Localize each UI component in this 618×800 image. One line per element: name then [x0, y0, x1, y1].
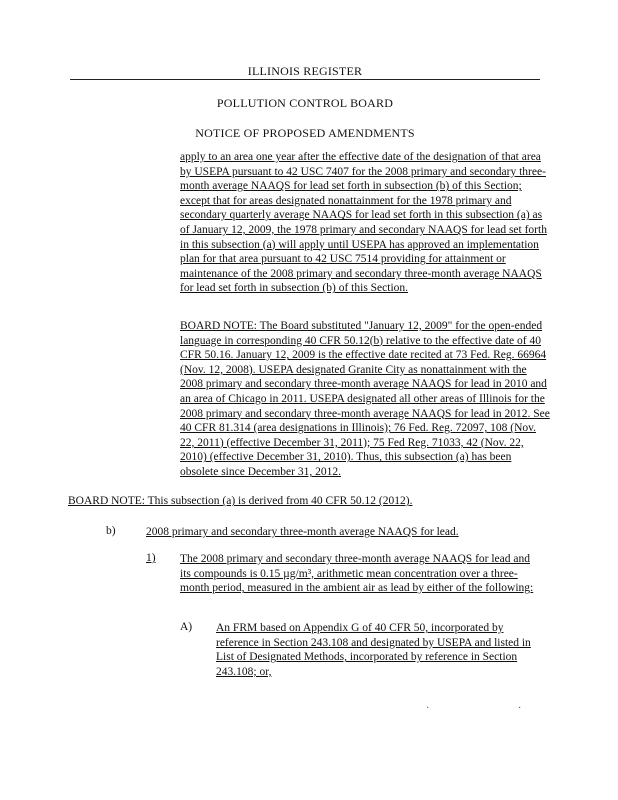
scan-mark-right: ·: [518, 703, 522, 714]
notice-title: NOTICE OF PROPOSED AMENDMENTS: [195, 126, 415, 140]
register-title: ILLINOIS REGISTER: [247, 64, 363, 78]
board-note-2: BOARD NOTE: This subsection (a) is derived from 40 CFR 50.12 (2012).: [68, 495, 413, 507]
scan-mark-left: ·: [426, 703, 430, 714]
header-rule: [70, 79, 540, 80]
subsection-A-label: A): [180, 621, 193, 633]
subsection-a-paragraph: apply to an area one year after the effective date of the designation of that area by USEPA pursuant to 42 USC 7407 for the 2008 primary and secondary three-month average NAAQS for lead set forth in subsection (b) of this Section; except that for areas designated nonattainment for the 1978 primary and secondary quarterly average NAAQS for lead set forth in this subsection (a) as of January 12, 2009, the 1978 primary and secondary NAAQS for lead set forth in this subsection (a) will apply until USEPA has approved an implementation plan for that area pursuant to 42 USC 7514 providing for attainment or maintenance of the 2008 primary and secondary three-month average NAAQS for lead set forth in subsection (b) of this Section.: [180, 151, 547, 295]
subsection-1-label: 1): [146, 552, 156, 564]
board-title: POLLUTION CONTROL BOARD: [216, 96, 394, 110]
subsection-b-text: 2008 primary and secondary three-month average NAAQS for lead.: [146, 526, 459, 538]
board-note-1: BOARD NOTE: The Board substituted "January 12, 2009" for the open-ended language in corresponding 40 CFR 50.12(b) relative to the effective date of 40 CFR 50.16. January 12, 2009 is the effective date recited at 73 Fed. Reg. 66964 (Nov. 12, 2008). USEPA designated Granite City as nonattainment with the 2008 primary and secondary three-month average NAAQS for lead in 2010 and an area of Chicago in 2011. USEPA designated all other areas of Illinois for the 2008 primary and secondary three-month average NAAQS for lead in 2012. See 40 CFR 81.314 (area designations in Illinois); 76 Fed. Reg. 72097, 108 (Nov. 22, 2011) (effective December 31, 2011); 75 Fed Reg. 71033, 42 (Nov. 22, 2010) (effective December 31, 2010). Thus, this subsection (a) has been obsolete since December 31, 2012.: [180, 320, 550, 478]
subsection-1-text: The 2008 primary and secondary three-month average NAAQS for lead and its compounds is 0.15 µg/m³, arithmetic mean concentration over a three-month period, measured in the ambient air as lead by either of the following:: [180, 553, 534, 595]
subsection-A-text: An FRM based on Appendix G of 40 CFR 50, incorporated by reference in Section 243.108 and designated by USEPA and listed in List of Designated Methods, incorporated by reference in Section 243.108; or,: [216, 622, 531, 678]
subsection-b-label: b): [106, 525, 116, 537]
